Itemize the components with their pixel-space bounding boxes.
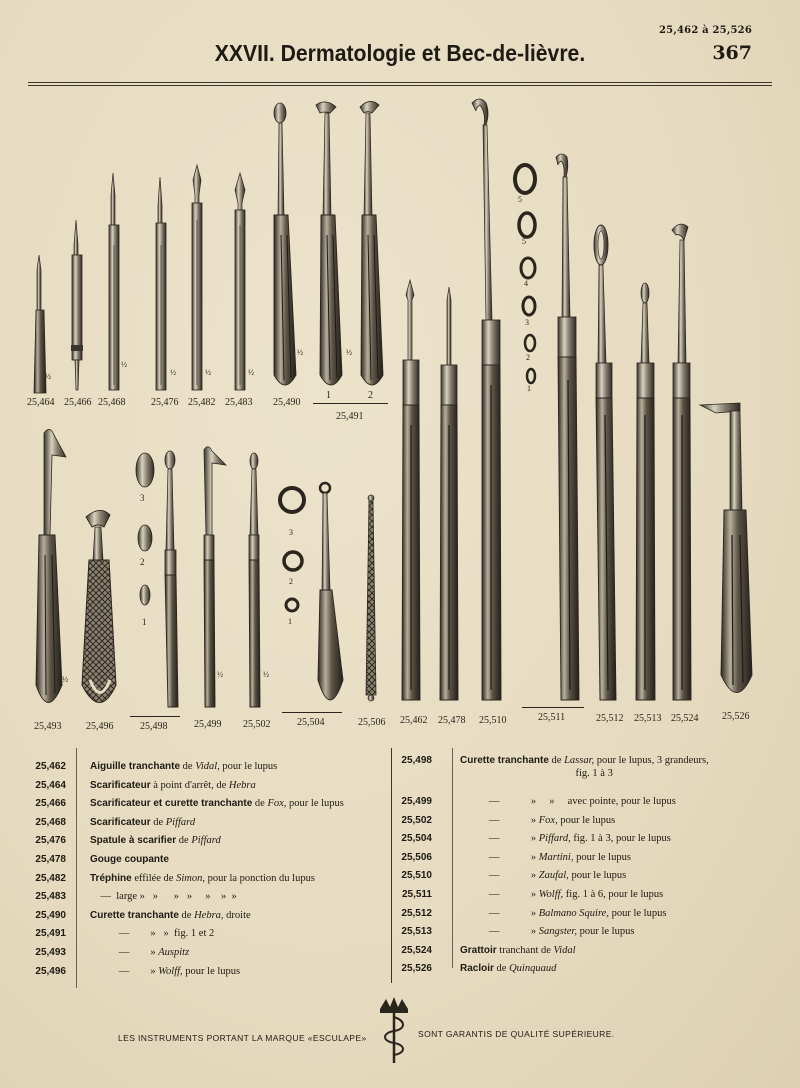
instrument-25498 <box>165 451 178 707</box>
label-25491: 25,491 <box>336 411 364 422</box>
label-25498: 25,498 <box>140 721 168 732</box>
instrument-25491-fig1 <box>316 102 342 385</box>
legend-row <box>28 890 237 903</box>
instrument-25478 <box>440 287 458 700</box>
instrument-25499 <box>204 447 226 707</box>
label-25499: 25,499 <box>194 719 222 730</box>
instrument-25498-loops <box>136 453 154 605</box>
legend-description: Racloir de Quinquaud <box>460 963 557 975</box>
legend-description: Scarificateur à point d'arrêt, de Hebra <box>90 779 256 791</box>
bracket-25491 <box>313 403 388 404</box>
legend-row <box>28 853 169 866</box>
label-25466: 25,466 <box>64 397 92 408</box>
scale-25490: ½ <box>297 348 303 357</box>
instrument-25483 <box>235 173 245 390</box>
label-25462: 25,462 <box>400 715 428 726</box>
legend-description: — large » » » » » » » <box>90 891 237 903</box>
legend-description: — » Balmano Squire, pour le lupus <box>460 907 667 919</box>
instrument-25493 <box>36 429 66 702</box>
legend-code: 25,482 <box>35 872 66 884</box>
header-rule-top <box>28 82 772 83</box>
legend-row <box>396 907 666 920</box>
legend-description: — » Wolff, fig. 1 à 6, pour le lupus <box>460 888 664 900</box>
label-25464: 25,464 <box>27 397 55 408</box>
label-25476: 25,476 <box>151 397 179 408</box>
legend-description: — » » avec pointe, pour le lupus <box>460 795 676 807</box>
legend-code: 25,483 <box>35 891 66 903</box>
legend-row <box>28 946 189 959</box>
legend-row <box>396 888 663 901</box>
esculape-emblem-icon <box>372 995 416 1065</box>
label-25510: 25,510 <box>479 715 507 726</box>
legend-row <box>396 869 626 882</box>
legend-row <box>396 851 631 864</box>
legend-code: 25,511 <box>401 888 432 900</box>
legend-code: 25,493 <box>35 947 66 958</box>
legend-description: Scarificateur et curette tranchante de Fox, pour le lupus <box>90 798 344 810</box>
scale-25502: ½ <box>263 670 269 679</box>
legend-row <box>28 909 251 922</box>
instruments-illustration <box>0 95 800 735</box>
legend-description: Curette tranchante de Lassar, pour le lupus, 3 grandeurs, fig. 1 à 3 <box>460 755 709 779</box>
scale-25499: ½ <box>217 670 223 679</box>
legend-code: 25,490 <box>35 909 66 921</box>
legend-code: 25,466 <box>35 798 66 810</box>
legend-row <box>396 944 576 957</box>
legend-description: Aiguille tranchante de Vidal, pour le lupus <box>90 761 278 772</box>
legend-code: 25,462 <box>35 761 66 772</box>
legend-code: 25,491 <box>35 928 66 940</box>
instrument-25504 <box>318 483 343 700</box>
legend-description: — » Auspitz <box>90 947 190 958</box>
legend-row <box>28 872 315 885</box>
legend-code: 25,524 <box>401 944 432 956</box>
legend-code: 25,496 <box>35 965 66 977</box>
fig-25498-3: 3 <box>140 493 145 503</box>
instrument-25506 <box>366 495 376 701</box>
legend-code: 25,464 <box>35 779 66 791</box>
scale-25468: ½ <box>121 360 127 369</box>
instrument-25496 <box>82 510 116 702</box>
legend-divider <box>391 748 392 983</box>
loop-fig-2: 2 <box>526 353 530 362</box>
label-25512: 25,512 <box>596 713 624 724</box>
legend-row <box>28 797 344 810</box>
legend-row <box>28 760 277 773</box>
legend-code: 25,512 <box>401 907 432 919</box>
page-number: 367 <box>712 42 752 64</box>
fig-label-25491-1: 1 <box>326 390 331 401</box>
label-25496: 25,496 <box>86 721 114 732</box>
legend-description: — » Fox, pour le lupus <box>460 814 616 826</box>
legend-row <box>28 927 214 940</box>
label-25511: 25,511 <box>538 712 566 723</box>
fig-25498-1: 1 <box>142 617 147 627</box>
legend-code: 25,499 <box>401 795 432 807</box>
scale-25491: ½ <box>346 348 352 357</box>
legend-code: 25,468 <box>35 816 66 828</box>
legend-row <box>396 832 671 845</box>
legend-code: 25,476 <box>35 835 66 847</box>
legend-description: Gouge coupante <box>90 854 169 865</box>
legend-description: — » Martini, pour le lupus <box>460 851 631 863</box>
legend-code: 25,506 <box>401 851 432 863</box>
legend-description: Spatule à scarifier de Piffard <box>90 835 221 847</box>
loop-fig-4: 4 <box>524 279 528 288</box>
label-25478: 25,478 <box>438 715 466 726</box>
label-25502: 25,502 <box>243 719 271 730</box>
legend-description: Grattoir tranchant de Vidal <box>460 944 576 956</box>
legend <box>28 748 772 983</box>
instrument-25524 <box>672 224 691 700</box>
instrument-25513 <box>636 283 655 700</box>
label-25526: 25,526 <box>722 711 750 722</box>
legend-row <box>396 962 556 975</box>
scale-25464: ½ <box>45 372 51 381</box>
label-25483: 25,483 <box>225 397 253 408</box>
fig-25504-1: 1 <box>288 617 292 626</box>
label-25524: 25,524 <box>671 713 699 724</box>
label-25490: 25,490 <box>273 397 301 408</box>
instrument-25502 <box>249 453 260 707</box>
instrument-25526 <box>700 403 752 693</box>
bracket-25498 <box>130 716 180 717</box>
legend-row <box>28 965 240 978</box>
page-range: 25,462 à 25,526 <box>659 25 752 36</box>
legend-row <box>28 834 221 847</box>
loop-fig-5a: 5 <box>518 195 522 204</box>
legend-row <box>396 925 634 938</box>
label-25493: 25,493 <box>34 721 62 732</box>
instrument-25490 <box>274 103 296 385</box>
legend-row <box>28 816 195 829</box>
label-25506: 25,506 <box>358 717 386 728</box>
instrument-25468 <box>109 173 119 390</box>
scale-25493: ½ <box>62 675 68 684</box>
bracket-25511 <box>522 707 584 708</box>
instrument-25510 <box>472 99 501 700</box>
page-title: XXVII. Dermatologie et Bec-de-lièvre. <box>214 40 586 66</box>
legend-code: 25,498 <box>401 755 432 766</box>
loop-fig-5b: 5 <box>522 237 526 246</box>
bracket-25504 <box>282 712 342 713</box>
scale-25483: ½ <box>248 368 254 377</box>
fig-label-25491-2: 2 <box>368 390 373 401</box>
footer-left-text: LES INSTRUMENTS PORTANT LA MARQUE «ESCULAPE» <box>118 1033 367 1043</box>
instrument-25466 <box>71 220 83 390</box>
legend-code: 25,513 <box>401 926 432 938</box>
loop-fig-1: 1 <box>527 384 531 393</box>
legend-row <box>396 795 676 808</box>
label-25513: 25,513 <box>634 713 662 724</box>
header-rule-bottom <box>28 85 772 86</box>
footer-right-text: SONT GARANTIS DE QUALITÉ SUPÉRIEURE. <box>418 1029 615 1039</box>
instrument-25491-fig2 <box>360 101 383 385</box>
legend-code: 25,526 <box>401 963 432 975</box>
legend-description: Curette tranchante de Hebra, droite <box>90 909 251 921</box>
legend-description: — » Sangster, pour le lupus <box>460 926 635 938</box>
legend-row <box>28 779 256 792</box>
instrument-25512 <box>594 225 616 700</box>
legend-description: Scarificateur de Piffard <box>90 816 196 828</box>
instrument-25482 <box>192 165 202 390</box>
label-25482: 25,482 <box>188 397 216 408</box>
legend-code: 25,504 <box>401 833 432 845</box>
loop-fig-3: 3 <box>525 318 529 327</box>
legend-description: — » Piffard, fig. 1 à 3, pour le lupus <box>460 833 671 845</box>
legend-row <box>396 754 709 780</box>
instrument-25462 <box>402 280 420 700</box>
scale-25482: ½ <box>205 368 211 377</box>
instrument-25476 <box>156 177 166 390</box>
legend-code: 25,502 <box>401 814 432 826</box>
label-25468: 25,468 <box>98 397 126 408</box>
fig-25504-3: 3 <box>289 528 293 537</box>
legend-row <box>396 814 615 827</box>
legend-code: 25,478 <box>35 854 66 865</box>
legend-description: Tréphine effilée de Simon, pour la ponction du lupus <box>90 872 315 884</box>
legend-description: — » Wolff, pour le lupus <box>90 965 241 977</box>
legend-description: — » Zaufal, pour le lupus <box>460 870 627 882</box>
legend-description: — » » fig. 1 et 2 <box>90 928 215 940</box>
label-25504: 25,504 <box>297 717 325 728</box>
fig-25498-2: 2 <box>140 557 145 567</box>
legend-code: 25,510 <box>401 870 432 882</box>
instrument-25511 <box>556 154 579 700</box>
instrument-25504-rings <box>280 488 304 611</box>
scale-25476: ½ <box>170 368 176 377</box>
fig-25504-2: 2 <box>289 577 293 586</box>
